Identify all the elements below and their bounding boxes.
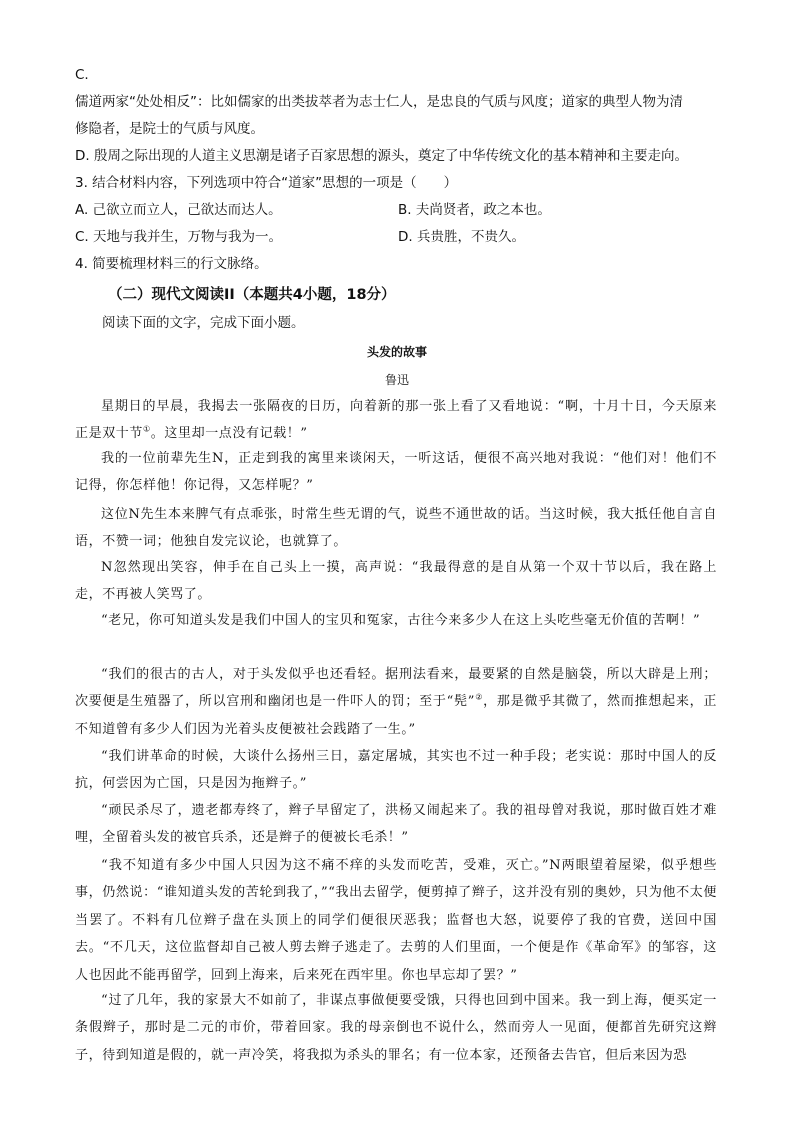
article-paragraph-5: “老兄，你可知道头发是我们中国人的宝贝和冤家，古往今来多少人在这上头吃些毫无价值的苦啊！” [101, 613, 701, 628]
q3-option-d: D. 兵贵胜，不贵久。 [398, 229, 525, 245]
question-4: 4. 简要梳理材料三的行文脉络。 [75, 256, 268, 272]
article-author: 鲁迅 [384, 373, 409, 387]
option-c-label: C. [75, 67, 89, 83]
article-paragraph-1 [75, 393, 717, 448]
article-paragraph-9: “我不知道有多少中国人只因为这不痛不痒的头发而吃苦，受难，灭亡。”N两眼望着屋梁，似乎想些事，仍然说：“谁知道头发的苦轮到我了，”“我出去留学，便剪掉了辫子，这并没有别的奥妙，只为他不太便当罢了。不料有几位辫子盘在头顶上的同学们便很厌恶我；监督也大怒，说要停了我的官费，送回中国去。“不几天，这位监督却自己被人剪去辫子逃走了。去剪的人们里面，一个便是作《革命军》的邹容，这人也因此不能再留学，回到上海来，后来死在西牢里。你也早忘却了罢？” [75, 858, 717, 983]
q3-option-a: A. 己欲立而立人，己欲达而达人。 [75, 202, 282, 218]
article-paragraph-6 [75, 661, 717, 743]
paragraph-6-text-a: “我们的很古的古人，对于头发似乎也还看轻。据刑法看来，最要紧的自然是脑袋，所以大辟是上刑；次要便是生殖器了，所以宫刑和幽闭也是一件吓人的罚；至于“髡” [75, 667, 717, 710]
article-paragraph-7: “我们讲革命的时候，大谈什么扬州三日，嘉定屠城，其实也不过一种手段；老实说：那时中国人的反抗，何尝因为亡国，只是因为拖辫子。” [75, 749, 717, 792]
option-d-text: D. 殷周之际出现的人道主义思潮是诸子百家思想的源头，奠定了中华传统文化的基本精神和主要走向。 [75, 148, 688, 164]
paragraph-6-text-b: ，那是微乎其微了，然而推想起来，正不知道曾有多少人们因为光着头皮便被社会践踏了一生。” [75, 694, 718, 737]
article-paragraph-3: 这位N先生本来脾气有点乖张，时常生些无谓的气，说些不通世故的话。当这时候，我大抵任他自言自语，不赞一词；他独自发完议论，也就算了。 [75, 507, 717, 550]
q3-option-b: B. 夫尚贤者，政之本也。 [398, 202, 551, 218]
question-3: 3. 结合材料内容，下列选项中符合“道家”思想的一项是（ ） [75, 175, 458, 191]
article-paragraph-2: 我的一位前辈先生N，正走到我的寓里来谈闲天，一听这话，便很不高兴地对我说：“他们对！他们不记得，你怎样他！你记得，又怎样呢？” [75, 451, 717, 494]
option-c-line1: 儒道两家“处处相反”：比如儒家的出类拔萃者为志士仁人，是忠良的气质与风度；道家的典型人物为清 [75, 94, 683, 110]
article-paragraph-8: “顽民杀尽了，遗老都寿终了，辫子早留定了，洪杨又闹起来了。我的祖母曾对我说，那时做百姓才难哩，全留着头发的被官兵杀，还是辫子的便被长毛杀！” [75, 803, 717, 846]
footnote-1-marker: ① [143, 425, 151, 435]
q3-option-c: C. 天地与我并生，万物与我为一。 [75, 229, 283, 245]
article-paragraph-10: “过了几年，我的家景大不如前了，非谋点事做便要受饿，只得也回到中国来。我一到上海，便买定一条假辫子，那时是二元的市价，带着回家。我的母亲倒也不说什么，然而旁人一见面，便都首先研究这辫子，待到知道是假的，就一声冷笑，将我拟为杀头的罪名；有一位本家，还预备去告官，但后来因为恐 [75, 993, 717, 1063]
footnote-2-marker: ② [475, 693, 484, 703]
article-paragraph-4: N忽然现出笑容，伸手在自己头上一摸，高声说：“我最得意的是自从第一个双十节以后，我在路上走，不再被人笑骂了。 [75, 560, 717, 603]
option-c-line2: 修隐者，是院士的气质与风度。 [75, 121, 264, 137]
paragraph-1-text-b: 。这里却一点没有记载！” [150, 426, 308, 442]
section-instruction: 阅读下面的文字，完成下面小题。 [102, 315, 305, 331]
article-title: 头发的故事 [366, 345, 427, 359]
section-title: （二）现代文阅读II（本题共4小题，18分） [108, 287, 396, 303]
paragraph-1-text-a: 星期日的早晨，我揭去一张隔夜的日历，向着新的那一张上看了又看地说：“啊，十月十日，今天原来正是双十节 [75, 399, 717, 442]
